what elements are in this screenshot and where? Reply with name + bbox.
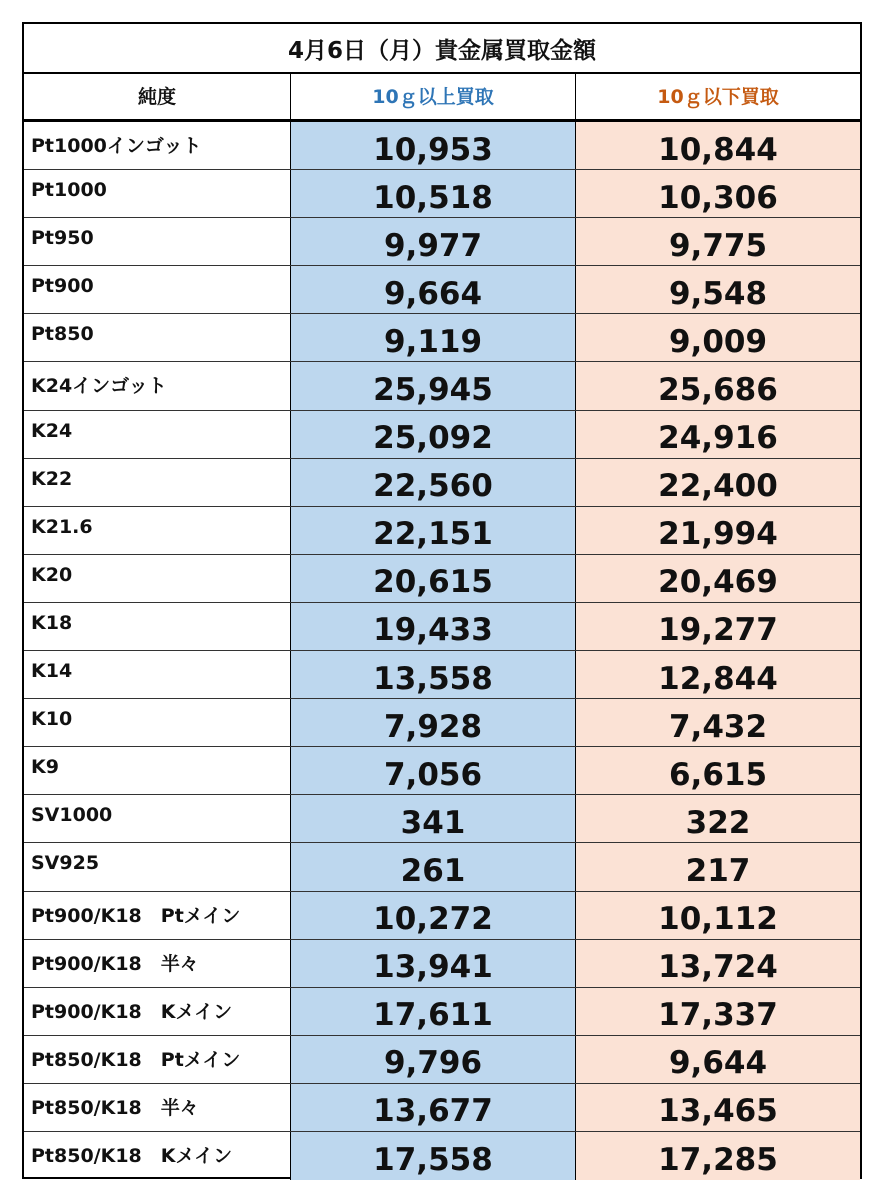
table-row	[24, 507, 860, 555]
price-over-10g-cell: 10,272	[291, 892, 576, 939]
table-row	[24, 795, 860, 843]
table-row	[24, 1084, 860, 1132]
price-over-10g-cell: 7,056	[291, 747, 576, 794]
purity-cell: Pt950	[24, 218, 291, 265]
price-over-10g-cell: 7,928	[291, 699, 576, 746]
table-row	[24, 170, 860, 218]
price-under-10g-cell: 13,724	[576, 940, 860, 987]
purity-cell: Pt1000	[24, 170, 291, 217]
table-row	[24, 314, 860, 362]
purity-cell: Pt900/K18 半々	[24, 940, 291, 987]
purity-cell: Pt900/K18 Kメイン	[24, 988, 291, 1035]
price-under-10g-cell: 24,916	[576, 411, 860, 458]
purity-cell: SV1000	[24, 795, 291, 842]
purity-cell: Pt850	[24, 314, 291, 361]
price-over-10g-cell: 17,611	[291, 988, 576, 1035]
purity-cell: K22	[24, 459, 291, 506]
price-over-10g-cell: 25,092	[291, 411, 576, 458]
purity-cell: Pt850/K18 Ptメイン	[24, 1036, 291, 1083]
price-under-10g-cell: 9,644	[576, 1036, 860, 1083]
purity-cell: Pt850/K18 Kメイン	[24, 1132, 291, 1180]
table-row	[24, 266, 860, 314]
table-body	[24, 122, 860, 1180]
purity-cell: K21.6	[24, 507, 291, 554]
price-under-10g-cell: 7,432	[576, 699, 860, 746]
price-over-10g-cell: 10,953	[291, 122, 576, 169]
purity-cell: Pt900/K18 Ptメイン	[24, 892, 291, 939]
table-row	[24, 988, 860, 1036]
price-under-10g-cell: 9,009	[576, 314, 860, 361]
purity-cell: K10	[24, 699, 291, 746]
table-row	[24, 603, 860, 651]
purity-cell: Pt850/K18 半々	[24, 1084, 291, 1131]
price-under-10g-cell: 322	[576, 795, 860, 842]
price-over-10g-cell: 9,119	[291, 314, 576, 361]
table-row	[24, 699, 860, 747]
price-under-10g-cell: 10,112	[576, 892, 860, 939]
price-over-10g-cell: 25,945	[291, 362, 576, 409]
purity-cell: Pt1000インゴット	[24, 122, 291, 169]
table-row	[24, 411, 860, 459]
price-over-10g-cell: 9,796	[291, 1036, 576, 1083]
price-under-10g-cell: 10,844	[576, 122, 860, 169]
price-over-10g-cell: 13,677	[291, 1084, 576, 1131]
table-row	[24, 218, 860, 266]
price-under-10g-cell: 217	[576, 843, 860, 890]
table-row	[24, 892, 860, 940]
price-over-10g-cell: 19,433	[291, 603, 576, 650]
price-over-10g-cell: 20,615	[291, 555, 576, 602]
price-table	[22, 22, 862, 1179]
price-over-10g-cell: 22,560	[291, 459, 576, 506]
table-row	[24, 362, 860, 410]
table-title: 4月6日（月）貴金属買取金額	[24, 24, 860, 74]
price-over-10g-cell: 9,977	[291, 218, 576, 265]
price-under-10g-cell: 17,337	[576, 988, 860, 1035]
purity-cell: SV925	[24, 843, 291, 890]
price-under-10g-cell: 20,469	[576, 555, 860, 602]
table-row	[24, 651, 860, 699]
price-under-10g-cell: 25,686	[576, 362, 860, 409]
price-under-10g-cell: 6,615	[576, 747, 860, 794]
price-under-10g-cell: 9,775	[576, 218, 860, 265]
price-under-10g-cell: 22,400	[576, 459, 860, 506]
purity-cell: K9	[24, 747, 291, 794]
table-row	[24, 940, 860, 988]
price-over-10g-cell: 9,664	[291, 266, 576, 313]
purity-cell: K14	[24, 651, 291, 698]
table-row	[24, 1036, 860, 1084]
price-over-10g-cell: 13,558	[291, 651, 576, 698]
purity-cell: K24	[24, 411, 291, 458]
price-under-10g-cell: 17,285	[576, 1132, 860, 1180]
price-over-10g-cell: 17,558	[291, 1132, 576, 1180]
table-row	[24, 459, 860, 507]
price-under-10g-cell: 21,994	[576, 507, 860, 554]
price-under-10g-cell: 10,306	[576, 170, 860, 217]
table-row	[24, 843, 860, 891]
purity-cell: K18	[24, 603, 291, 650]
header-purity: 純度	[24, 72, 291, 119]
price-over-10g-cell: 22,151	[291, 507, 576, 554]
price-over-10g-cell: 13,941	[291, 940, 576, 987]
price-over-10g-cell: 341	[291, 795, 576, 842]
price-under-10g-cell: 9,548	[576, 266, 860, 313]
header-under-10g: 10ｇ以下買取	[657, 86, 779, 108]
price-over-10g-cell: 261	[291, 843, 576, 890]
table-row	[24, 1132, 860, 1180]
price-under-10g-cell: 12,844	[576, 651, 860, 698]
header-over-10g: 10ｇ以上買取	[291, 72, 576, 119]
header-row	[24, 72, 860, 122]
table-row	[24, 555, 860, 603]
purity-cell: K24インゴット	[24, 362, 291, 409]
purity-cell: K20	[24, 555, 291, 602]
table-row	[24, 122, 860, 170]
table-row	[24, 747, 860, 795]
price-under-10g-cell: 19,277	[576, 603, 860, 650]
price-under-10g-cell: 13,465	[576, 1084, 860, 1131]
price-over-10g-cell: 10,518	[291, 170, 576, 217]
purity-cell: Pt900	[24, 266, 291, 313]
